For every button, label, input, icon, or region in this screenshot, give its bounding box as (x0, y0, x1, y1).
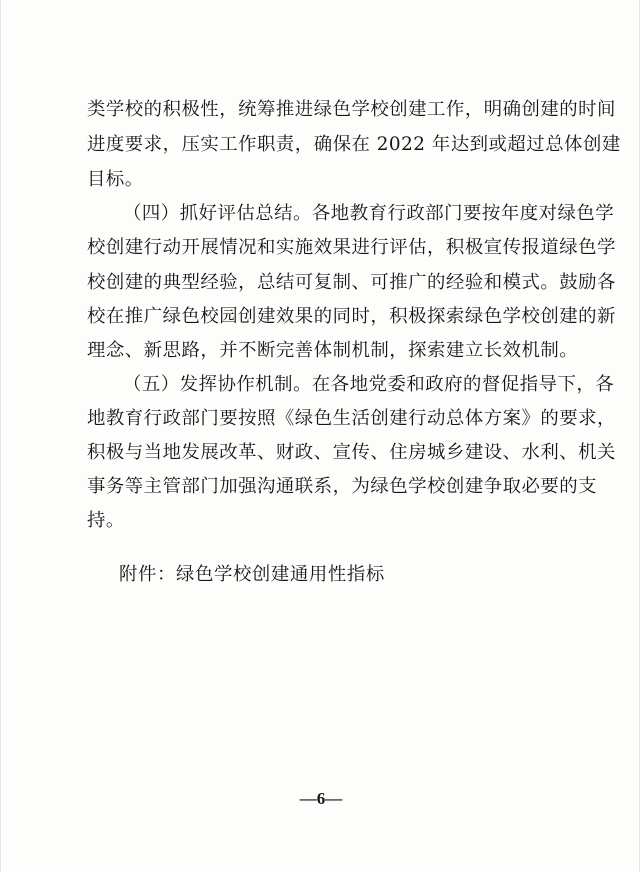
paragraph-line: 校创建的典型经验，总结可复制、可推广的经验和模式。鼓励各 (87, 272, 616, 293)
paragraph-line: 持。 (87, 510, 125, 531)
section-four-heading-line: （四）抓好评估总结。各地教育行政部门要按年度对绿色学 (123, 203, 615, 224)
section-five-heading-line: （五）发挥协作机制。在各地党委和政府的督促指导下，各 (123, 374, 615, 395)
paragraph-line: 校在推广绿色校园创建效果的同时，积极探索绿色学校创建的新 (87, 306, 616, 327)
paragraph-line: 目标。 (87, 169, 144, 190)
paragraph-line: 理念、新思路，并不断完善体制机制，探索建立长效机制。 (87, 340, 579, 361)
paragraph-line: 类学校的积极性，统筹推进绿色学校创建工作，明确创建的时间 (87, 99, 616, 120)
paragraph-line: 积极与当地发展改革、财政、宣传、住房城乡建设、水利、机关 (87, 442, 616, 463)
paragraph-line: 事务等主管部门加强沟通联系，为绿色学校创建争取必要的支 (87, 476, 598, 497)
attachment-note: 附件：绿色学校创建通用性指标 (119, 564, 385, 585)
page-number: —6— (299, 789, 343, 808)
paragraph-line: 地教育行政部门要按照《绿色生活创建行动总体方案》的要求， (87, 408, 616, 429)
paragraph-line: 进度要求，压实工作职责，确保在 2022 年达到或超过总体创建 (87, 134, 621, 155)
paragraph-line: 校创建行动开展情况和实施效果进行评估，积极宣传报道绿色学 (87, 237, 616, 258)
